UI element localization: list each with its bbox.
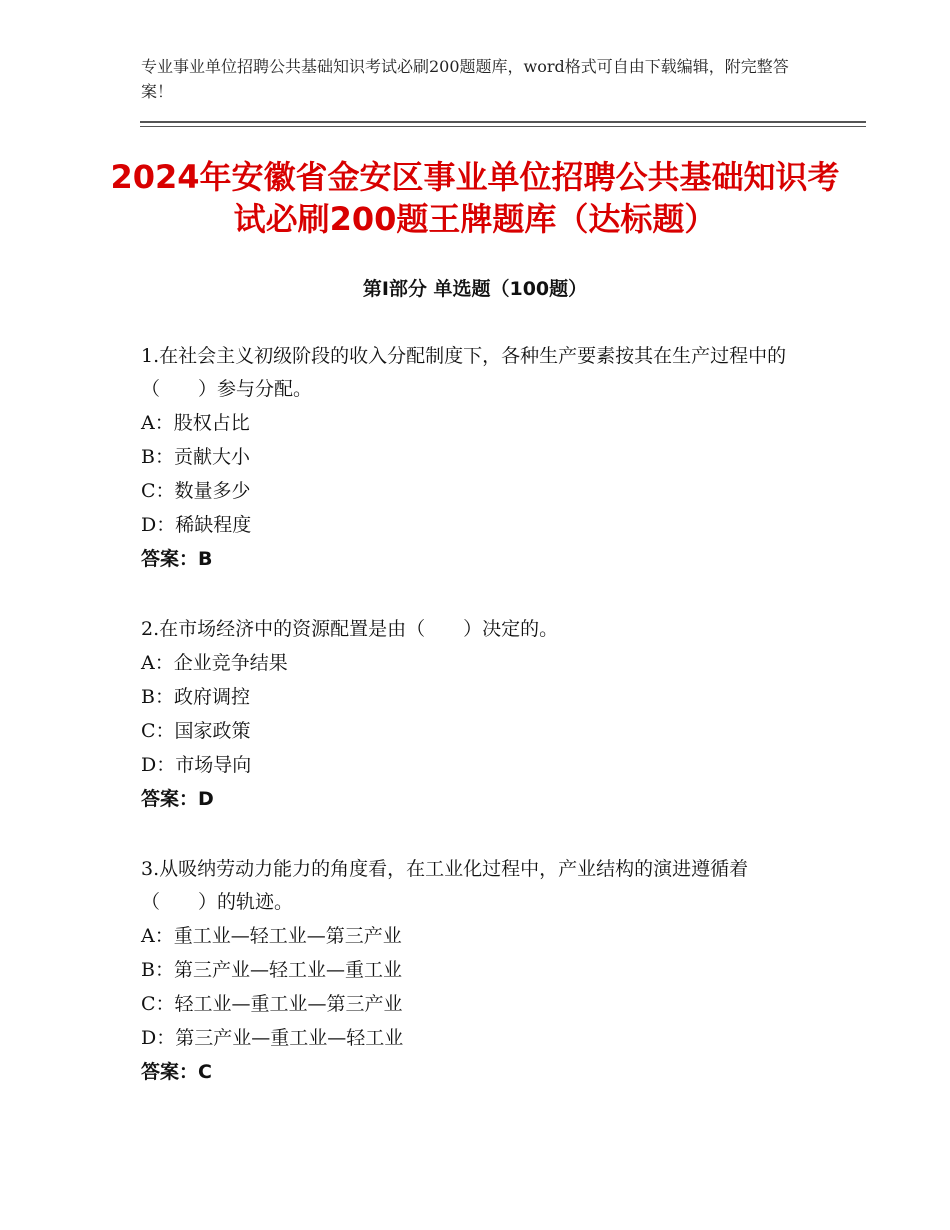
question-1	[141, 340, 811, 576]
option-c: C：数量多少	[141, 480, 251, 502]
option-d: D：第三产业—重工业—轻工业	[141, 1027, 404, 1049]
option-b: B：第三产业—轻工业—重工业	[141, 959, 402, 981]
option-a: A：股权占比	[141, 412, 250, 434]
question-text: 1.在社会主义初级阶段的收入分配制度下，各种生产要素按其在生产过程中的（ ）参与分配。	[141, 345, 787, 400]
answer: 答案：C	[141, 1061, 212, 1083]
question-2	[141, 613, 811, 816]
option-b: B：政府调控	[141, 686, 250, 708]
document-title: 2024年安徽省金安区事业单位招聘公共基础知识考试必刷200题王牌题库（达标题）	[110, 158, 840, 238]
question-text: 3.从吸纳劳动力能力的角度看，在工业化过程中，产业结构的演进遵循着（ ）的轨迹。	[141, 858, 749, 913]
option-d: D：稀缺程度	[141, 514, 252, 536]
question-text: 2.在市场经济中的资源配置是由（ ）决定的。	[141, 618, 559, 640]
header-note: 专业事业单位招聘公共基础知识考试必刷200题题库，word格式可自由下载编辑，附完整答案！	[141, 57, 789, 101]
answer: 答案：B	[141, 548, 213, 570]
option-b: B：贡献大小	[141, 446, 250, 468]
header-rule-thin	[140, 126, 866, 127]
option-d: D：市场导向	[141, 754, 252, 776]
answer: 答案：D	[141, 788, 214, 810]
option-c: C：轻工业—重工业—第三产业	[141, 993, 403, 1015]
option-a: A：企业竞争结果	[141, 652, 288, 674]
question-3	[141, 853, 811, 1089]
header-rule-thick	[140, 121, 866, 123]
option-c: C：国家政策	[141, 720, 251, 742]
section-title: 第Ⅰ部分 单选题（100题）	[362, 278, 588, 300]
option-a: A：重工业—轻工业—第三产业	[141, 925, 402, 947]
